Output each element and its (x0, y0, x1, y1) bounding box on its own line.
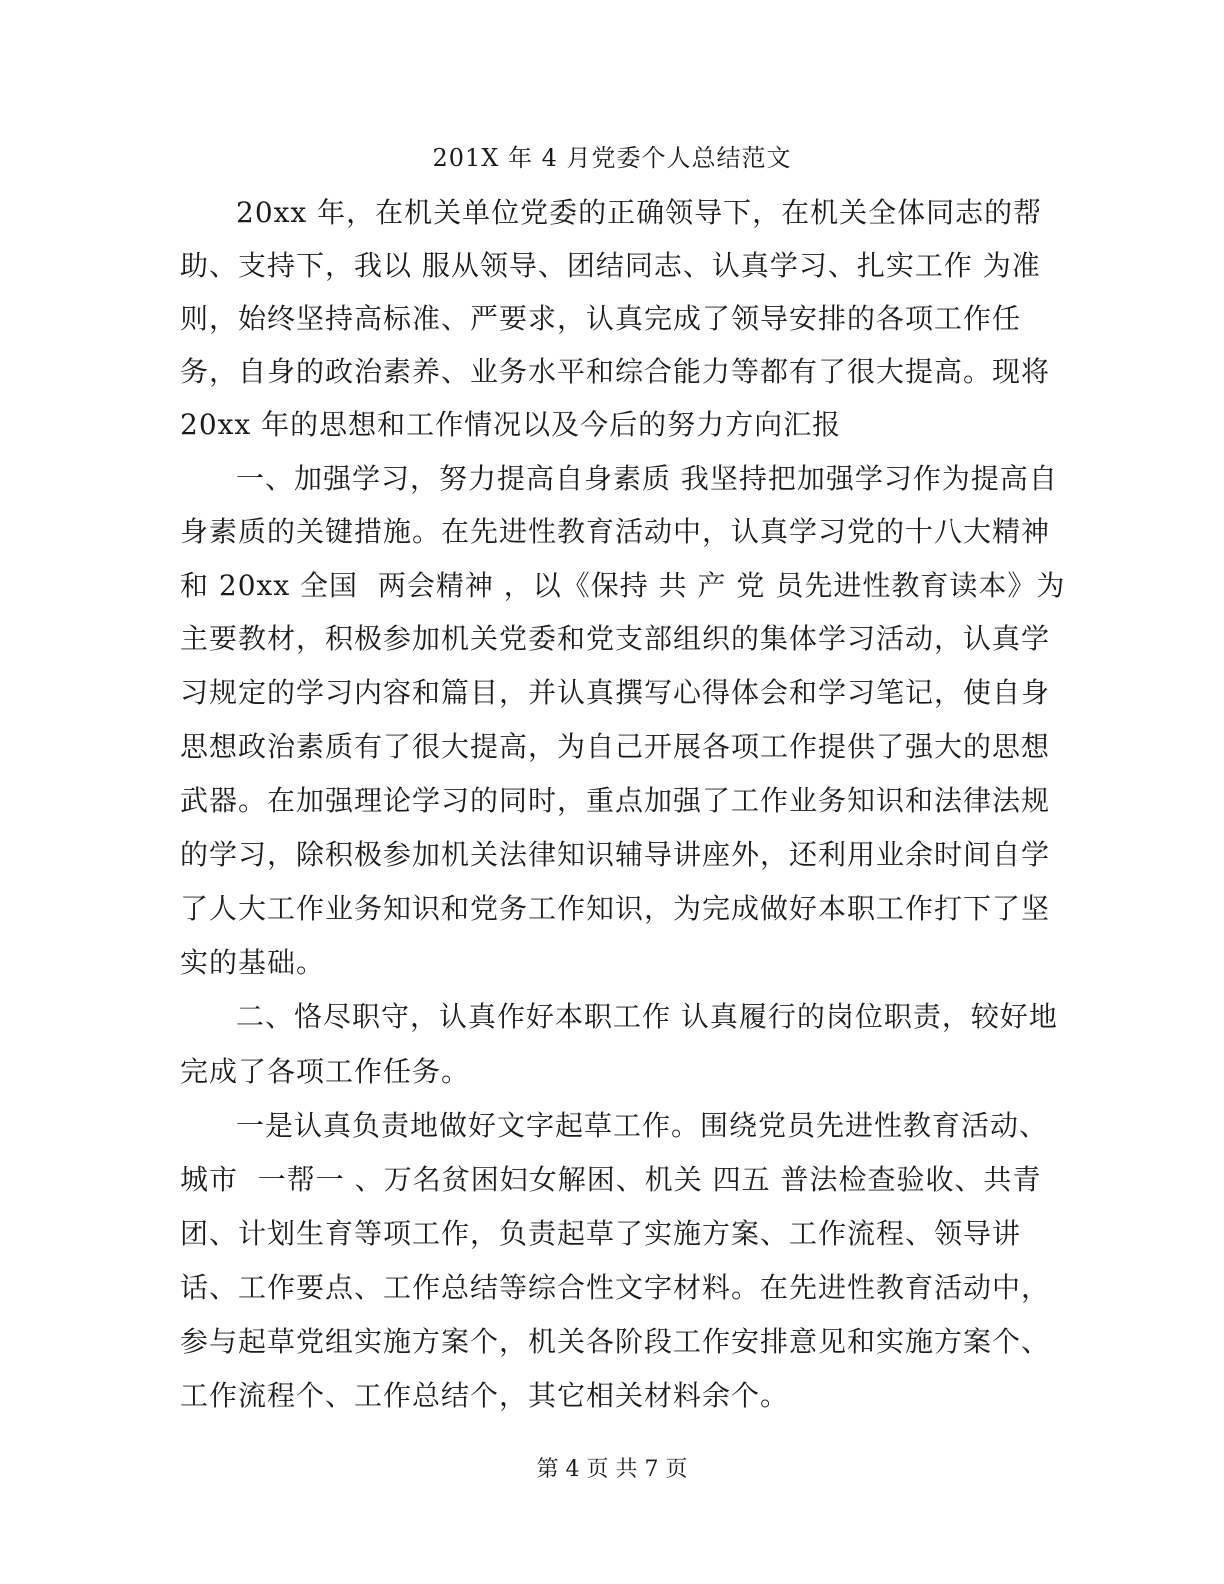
text-line: 完成了各项工作任务。 (180, 1055, 471, 1088)
text-line: 了人大工作业务知识和党务工作知识，为完成做好本职工作打下了坚 (180, 892, 1051, 925)
text-line: 习规定的学习内容和篇目，并认真撰写心得体会和学习笔记，使自身 (180, 676, 1051, 709)
text-line: 一是认真负责地做好文字起草工作。围绕党员先进性教育活动、 (236, 1109, 1049, 1142)
text-line: 参与起草党组实施方案个，机关各阶段工作安排意见和实施方案个、 (180, 1325, 1051, 1358)
text-line: 城市 一帮一 、万名贫困妇女解困、机关 四五 普法检查验收、共青 (180, 1163, 1042, 1196)
page-footer: 第 4 页 共 7 页 (536, 1457, 688, 1482)
page-title: 201X 年 4 月党委个人总结范文 (432, 144, 792, 172)
text-line: 20xx 年的思想和工作情况以及今后的努力方向汇报 (180, 408, 842, 441)
text-line: 一、加强学习，努力提高自身素质 我坚持把加强学习作为提高自 (236, 462, 1058, 495)
text-line: 身素质的关键措施。在先进性教育活动中，认真学习党的十八大精神 (180, 515, 1051, 548)
text-line: 的学习，除积极参加机关法律知识辅导讲座外，还利用业余时间自学 (180, 838, 1051, 871)
text-line: 话、工作要点、工作总结等综合性文字材料。在先进性教育活动中， (180, 1271, 1051, 1304)
text-line: 助、支持下，我以 服从领导、团结同志、认真学习、扎实工作 为准 (180, 249, 1041, 282)
text-line: 二、恪尽职守，认真作好本职工作 认真履行的岗位职责，较好地 (236, 1000, 1058, 1033)
text-line: 务，自身的政治素养、业务水平和综合能力等都有了很大提高。现将 (180, 355, 1051, 388)
text-line: 团、计划生育等项工作，负责起草了实施方案、工作流程、领导讲 (180, 1217, 1022, 1250)
text-line: 工作流程个、工作总结个，其它相关材料余个。 (180, 1379, 790, 1412)
text-line: 武器。在加强理论学习的同时，重点加强了工作业务知识和法律法规 (180, 784, 1051, 817)
text-line: 思想政治素质有了很大提高，为自己开展各项工作提供了强大的思想 (180, 730, 1051, 763)
text-line: 20xx 年，在机关单位党委的正确领导下，在机关全体同志的帮 (236, 196, 1043, 229)
text-line: 实的基础。 (180, 946, 326, 979)
text-line: 则，始终坚持高标准、严要求，认真完成了领导安排的各项工作任 (180, 302, 1022, 335)
text-line: 和 20xx 全国 两会精神 ，以《保持 共 产 党 员先进性教育读本》为 (180, 569, 1066, 602)
text-line: 主要教材，积极参加机关党委和党支部组织的集体学习活动，认真学 (180, 622, 1051, 655)
